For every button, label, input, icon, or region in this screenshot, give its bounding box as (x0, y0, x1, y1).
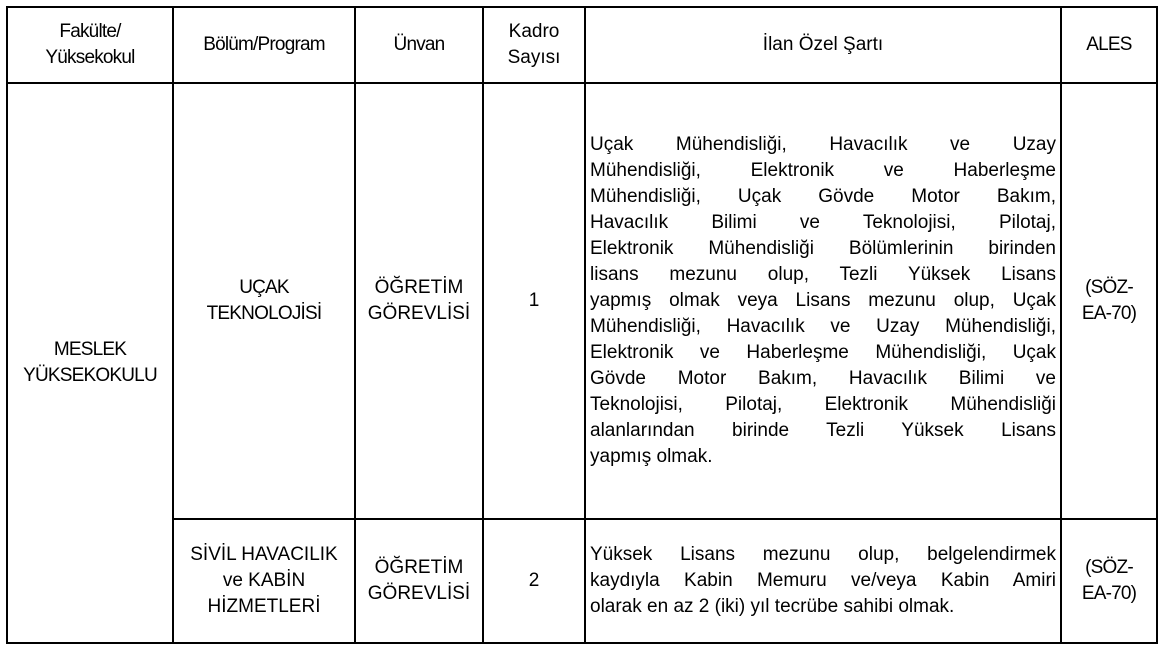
requirement-line: kaydıyla Kabin Memuru ve/veya Kabin Amiri (590, 570, 1056, 591)
header-positions-line1: Kadro (508, 21, 560, 42)
program-cell (173, 519, 355, 643)
ales-line: (SÖZ- (1085, 557, 1133, 578)
requirement-line: yapmış olmak. (590, 446, 713, 467)
faculty-cell (7, 83, 173, 643)
program-line: ve KABİN (222, 570, 306, 591)
requirement-line: Uçak Mühendisliği, Havacılık ve Uzay (590, 134, 1056, 155)
requirement-line: olarak en az 2 (iki) yıl tecrübe sahibi olmak. (590, 596, 955, 617)
requirement-line: Yüksek Lisans mezunu olup, belgelendirmek (590, 544, 1056, 565)
title-cell (355, 519, 483, 643)
title-cell (355, 83, 483, 519)
ales-line: (SÖZ- (1085, 277, 1133, 298)
header-positions (483, 7, 585, 83)
requirement-line: Havacılık Bilimi ve Teknolojisi, Pilotaj, (590, 212, 1056, 233)
requirement-line: Elektronik ve Haberleşme Mühendisliği, Uçak (590, 342, 1056, 363)
requirement-line: Elektronik Mühendisliği Bölümlerinin birinden (590, 238, 1056, 259)
requirement-line: yapmış olmak veya Lisans mezunu olup, Uçak (590, 290, 1056, 311)
header-faculty-line2: Yüksekokul (45, 47, 135, 68)
requirement-line: Mühendisliği, Havacılık ve Uzay Mühendisliği, (590, 316, 1056, 337)
ales-cell (1061, 83, 1157, 519)
positions-table (6, 6, 1158, 644)
requirement-line: Mühendisliği, Uçak Gövde Motor Bakım, (590, 186, 1056, 207)
header-program: Bölüm/Program (173, 7, 355, 83)
title-line: GÖREVLİSİ (367, 583, 471, 604)
title-line: ÖĞRETİM (374, 557, 464, 578)
requirement-cell (585, 83, 1061, 519)
ales-line: EA-70) (1081, 303, 1137, 324)
title-line: GÖREVLİSİ (367, 303, 471, 324)
requirement-line: lisans mezunu olup, Tezli Yüksek Lisans (590, 264, 1056, 285)
program-line: UÇAK (239, 277, 289, 298)
program-line: HİZMETLERİ (207, 596, 321, 617)
requirement-line: Mühendisliği, Elektronik ve Haberleşme (590, 160, 1056, 181)
title-line: ÖĞRETİM (374, 277, 464, 298)
positions-cell: 2 (483, 519, 585, 643)
ales-cell (1061, 519, 1157, 643)
positions-cell: 1 (483, 83, 585, 519)
faculty-line2: YÜKSEKOKULU (23, 365, 157, 386)
program-line: SİVİL HAVACILIK (190, 544, 338, 565)
requirement-line: Teknolojisi, Pilotaj, Elektronik Mühendisliği (590, 394, 1056, 415)
header-row (7, 7, 1157, 83)
requirement-line: Gövde Motor Bakım, Havacılık Bilimi ve (590, 368, 1056, 389)
header-requirement: İlan Özel Şartı (585, 7, 1061, 83)
requirement-line: alanlarından birinde Tezli Yüksek Lisans (590, 420, 1056, 441)
faculty-line1: MESLEK (53, 339, 127, 360)
table-row (7, 519, 1157, 643)
ales-line: EA-70) (1081, 583, 1137, 604)
header-faculty (7, 7, 173, 83)
header-ales: ALES (1061, 7, 1157, 83)
program-cell (173, 83, 355, 519)
table-row (7, 83, 1157, 519)
header-positions-line2: Sayısı (507, 47, 561, 68)
header-title: Ünvan (355, 7, 483, 83)
requirement-cell (585, 519, 1061, 643)
program-line: TEKNOLOJİSİ (206, 303, 322, 324)
header-faculty-line1: Fakülte/ (59, 21, 121, 42)
